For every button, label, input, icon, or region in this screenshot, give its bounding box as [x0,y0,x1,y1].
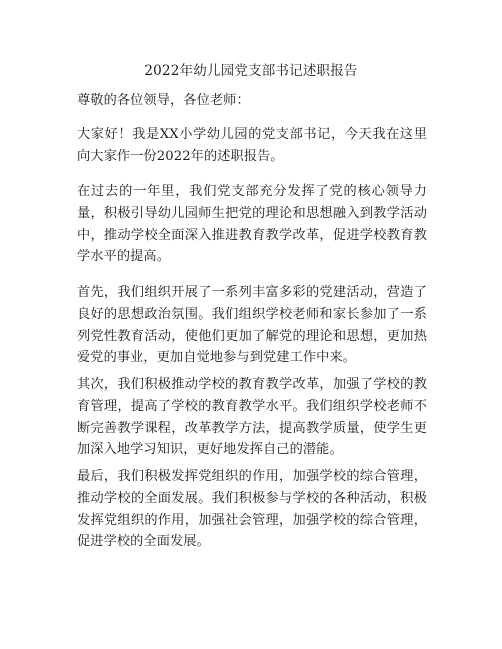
greeting-line: 尊敬的各位领导，各位老师： [77,93,250,108]
paragraph-second: 其次，我们积极推动学校的教育教学改革，加强了学校的教育管理，提高了学校的教育教学水平。我们组织学校老师不断完善教学课程，改革教学方法，提高教学质量，使学生更加深入地学习知识，更好地发挥自己的潜能。 [77,377,427,458]
paragraph-first: 首先，我们组织开展了一系列丰富多彩的党建活动，营造了良好的思想政治氛围。我们组织学校老师和家长参加了一系列党性教育活动，使他们更加了解党的理论和思想，更加热爱党的事业，更加自觉地参与到党建工作中来。 [77,285,427,366]
paragraph-introduction: 大家好！我是XX小学幼儿园的党支部书记，今天我在这里向大家作一份2022年的述职报告。 [77,127,427,164]
paragraph-last: 最后，我们积极发挥党组织的作用，加强学校的综合管理，推动学校的全面发展。我们积极参与学校的各种活动，积极发挥党组织的作用，加强社会管理，加强学校的综合管理，促进学校的全面发展。 [77,469,427,550]
document-title: 2022年幼儿园党支部书记述职报告 [144,63,358,79]
paragraph-overview: 在过去的一年里，我们党支部充分发挥了党的核心领导力量，积极引导幼儿园师生把党的理论和思想融入到教学活动中，推动学校全面深入推进教育教学改革，促进学校教育教学水平的提高。 [77,184,427,265]
